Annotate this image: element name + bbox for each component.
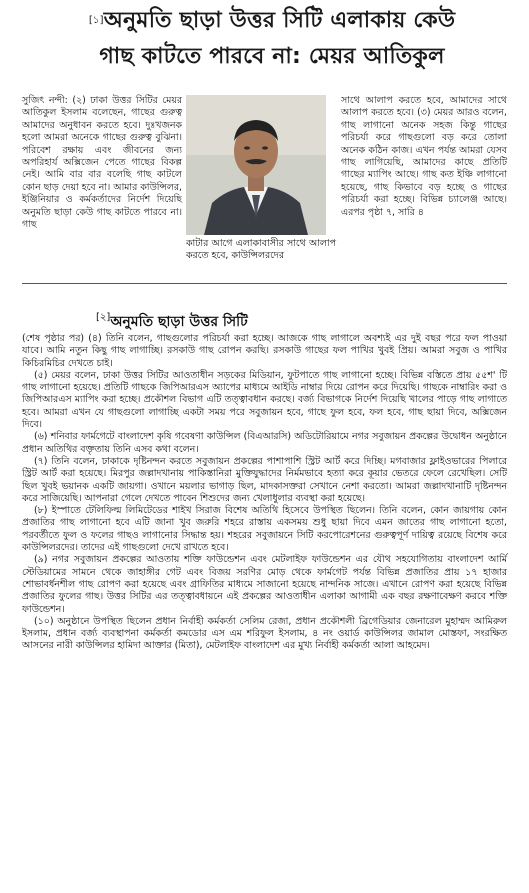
subhead-text: অনুমতি ছাড়া উত্তর সিটি [110, 314, 248, 330]
paragraph-6: (৬) শনিবার ফার্মগেটে বাংলাদেশ কৃষি গবেষণা কাউন্সিল (বিএআরসি) অডিটোরিয়ামে নগর সবুজায়ন প্রকল্পের উদ্বোধন অনুষ্ঠানে প্রধান অতিথির বক্তৃতায় তিনি এসব কথা বলেন। [22, 431, 507, 455]
paragraph-9: (৯) নগর সবুজায়ন প্রকল্পের আওতায় শক্তি ফাউন্ডেশন এবং মেটলাইফ ফাউন্ডেশন এর যৌথ সহযোগিতায় বাংলাদেশ আর্মি স্টেডিয়ামের সামনে থেকে জাহাঙ্গীর গেট এবং বিজয় সরণির মোড় থেকে ফার্মগেট পর্যন্ত বিভিন্ন প্রজাতির প্রায় ১৭ হাজার শোভাবর্ধনশীল গাছ রোপণ করা হয়েছে এবং গ্রাফিতির মাধ্যমে সাজানো হয়েছে নান্দনিক সাজে। এখানে রোপণ করা হয়েছে বিভিন্ন প্রজাতির ফুলের গাছ। উত্তর সিটির এর তত্ত্বাবধায়নে এই প্রকল্পের আওতাধীন এলাকা আগামী এক বছর রক্ষণাবেক্ষণ করবে শক্তি ফাউন্ডেশন। [22, 554, 507, 615]
paragraph-10: (১০) অনুষ্ঠানে উপস্থিত ছিলেন প্রধান নির্বাহী কর্মকর্তা সেলিম রেজা, প্রধান প্রকৌশলী ব্রিগেডিয়ার জেনারেল মুহাম্মদ আমিরুল ইসলাম, প্রধান বর্জ্য ব্যবস্থাপনা কর্মকর্তা কমডোর এস এম শরিফুল ইসলাম, ৪ নং ওয়ার্ড কাউন্সিলর জামাল মোস্তফা, সংরক্ষিত আসনের নারী কাউন্সিলর হামিদা আক্তার (মিতা), মেটলাইফ বাংলাদেশ এর মুখ্য নির্বাহী কর্মকর্তা আলা আহমেদ। [22, 615, 507, 652]
headline-line-1-text: অনুমতি ছাড়া উত্তর সিটি এলাকায় কেউ [103, 8, 456, 33]
headline-line-2: গাছ কাটতে পারবে না: মেয়র আতিকুল [99, 44, 445, 69]
headline-line-1 [22, 6, 522, 36]
photo-caption-text: কাটার আগে এলাকাবাসীর সাথে আলাপ করতে হবে, কাউন্সিলরদের [186, 238, 336, 262]
paragraph-5: (৫) মেয়র বলেন, ঢাকা উত্তর সিটির আওতাধীন সড়কের মিডিয়ান, ফুটপাতে গাছ লাগানো হচ্ছে। বিভিন্ন বস্তিতে প্রায় ৫৫শ' টি গাছ লাগানো হয়েছে। প্রতিটি গাছকে জিপিআরএস অ্যাপের মাধ্যমে আইডি নাম্বার দিয়ে রোপন করে দিয়েছি। গাছকে নাম্বারিং করা ও জিপিআরএস ম্যাপিং করা হচ্ছে। প্রকৌশল বিভাগ এটি তত্ত্বাবধান করছে। বর্জ্য বিভাগকে নির্দেশ দিয়েছি খালের পাড়ে গাছ লাগাতে হবে। আমরা এখন যে গাছগুলো লাগাচ্ছি একটা সময় পরে সবুজায়ন হবে, গাছে ফুল হবে, ফল হবে, গাছ ছায়া দিবে, অক্সিজেন দিবে। [22, 369, 507, 431]
right-column: সাথে আলাপ করতে হবে, আমাদের সাথে আলাপ করতে হবে। (৩) মেয়র আরও বলেন, গাছ লাগানো অনেক সহজ কিন্তু গাছের পরিচর্যা করে গাছগুলো বড় করে তোলা অনেক কঠিন কাজ। এখন পর্যন্ত আমরা যেসব গাছ লাগিয়েছি, আমাদের কাছে প্রতিটি গাছের ম্যাপিং আছে। গাছ কত ইঞ্চি লাগানো হয়েছে, গাছ কিভাবে বড় হচ্ছে ও গাছের পরিচর্যা করা হচ্ছে। বিভিন্ন চ্যালেঞ্জ আছে। এরপর পৃষ্ঠা ৭, সারি ৪ [341, 95, 507, 218]
subhead-marker: [২] [96, 312, 111, 323]
paragraph-7: (৭) তিনি বলেন, ঢাকাকে দৃষ্টিনন্দন করতে সবুজায়ন প্রকল্পের পাশাপাশি স্ট্রিট আর্ট করে দিচ্ছি। মগবাজার ফ্লাইওভারের পিলারে স্ট্রিট আর্ট করা হয়েছে। মিরপুর জল্লাদখানায় পাকিস্তানিরা মুক্তিযুদ্ধাদের নির্মমভাবে হত্যা করে কূয়ার ভেতরে ফেলে রেখেছিল। সেটি ছিল খুবই ভয়ানক একটি জায়গা। ওখানে ময়লার ভাগাড় ছিল, মাদকাসক্তরা সেখানে নেশা করতো। আমরা জল্লাদখানাটি দৃষ্টিনন্দন করে সাজিয়েছি। আপনারা গেলে দেখতে পাবেন শিশুদের জন্য খেলাধুলার ব্যবস্থা করা হয়েছে। [22, 455, 507, 504]
headline-marker: [১] [88, 15, 104, 26]
section-divider [22, 283, 507, 284]
portrait-image [186, 95, 326, 235]
headline [22, 6, 522, 72]
continuation-body [22, 333, 507, 653]
paragraph-8: (৮) ইস্পাতে টেলিফিল্ম লিমিটেডের শাইখ সিরাজ বিশেষ অতিথি হিসেবে উপস্থিত ছিলেন। তিনি বলেন, কোন জায়গায় কোন প্রজাতির গাছ লাগানো হবে এটি জানা খুব জরুরি শহরে রাস্তায় একসময় শুধু ছায়া দিবে এমন জাতের গাছ লাগানো হতো, পরবর্তীতে ফুল ও ফলের গাছও লাগানোর সিদ্ধান্ত হয়। শহরের সবুজায়নে সিটি করপোরেশনের গুরুত্বপূর্ণ দায়িত্ব রয়েছে বিশেষ করে কাউন্সিলরদের। তাদের এই গাছগুলো দেখে রাখতে হবে। [22, 505, 507, 554]
paragraph-4: (শেষ পৃষ্ঠার পর) (৪) তিনি বলেন, গাছগুলোর পরিচর্যা করা হচ্ছে। আজকে গাছ লাগালে অবশ্যই এর দুই বছর পরে ফল পাওয়া যাবে। আমি নতুন কিছু গাছ লাগাচ্ছি। রসকাউ গাছ রোপন করছি। রসকাউ গাছের ফল পাখির খুবই প্রিয়। আমরা সবুজ ও পাখির কিচিরমিচির দেখতে চাই। [22, 333, 507, 369]
intro-column: সুজিৎ নন্দী: (২) ঢাকা উত্তর সিটির মেয়র আতিকুল ইসলাম বলেছেন, গাছের গুরুত্ব আমাদের অনুধাবন করতে হবে। দুঃখজনক হলো আমরা অনেকে গাছের গুরুত্ব বুঝিনা। পরিবেশ রক্ষায় এবং জীবনের জন্য অপরিহার্য অক্সিজেন পেতে গাছের বিকল্প নেই। আমি বার বার বলেছি গাছ কাটলে কোন ছাড় দেয়া হবে না। আমার কাউন্সিলর, ইঞ্জিনিয়ার ও কর্মকর্তাদের নির্দেশ দিয়েছি অনুমতি ছাড়া কেউ গাছ কাটতে পারবে না। গাছ [22, 95, 182, 231]
continuation-heading [96, 310, 248, 334]
mayor-photo [186, 95, 326, 235]
